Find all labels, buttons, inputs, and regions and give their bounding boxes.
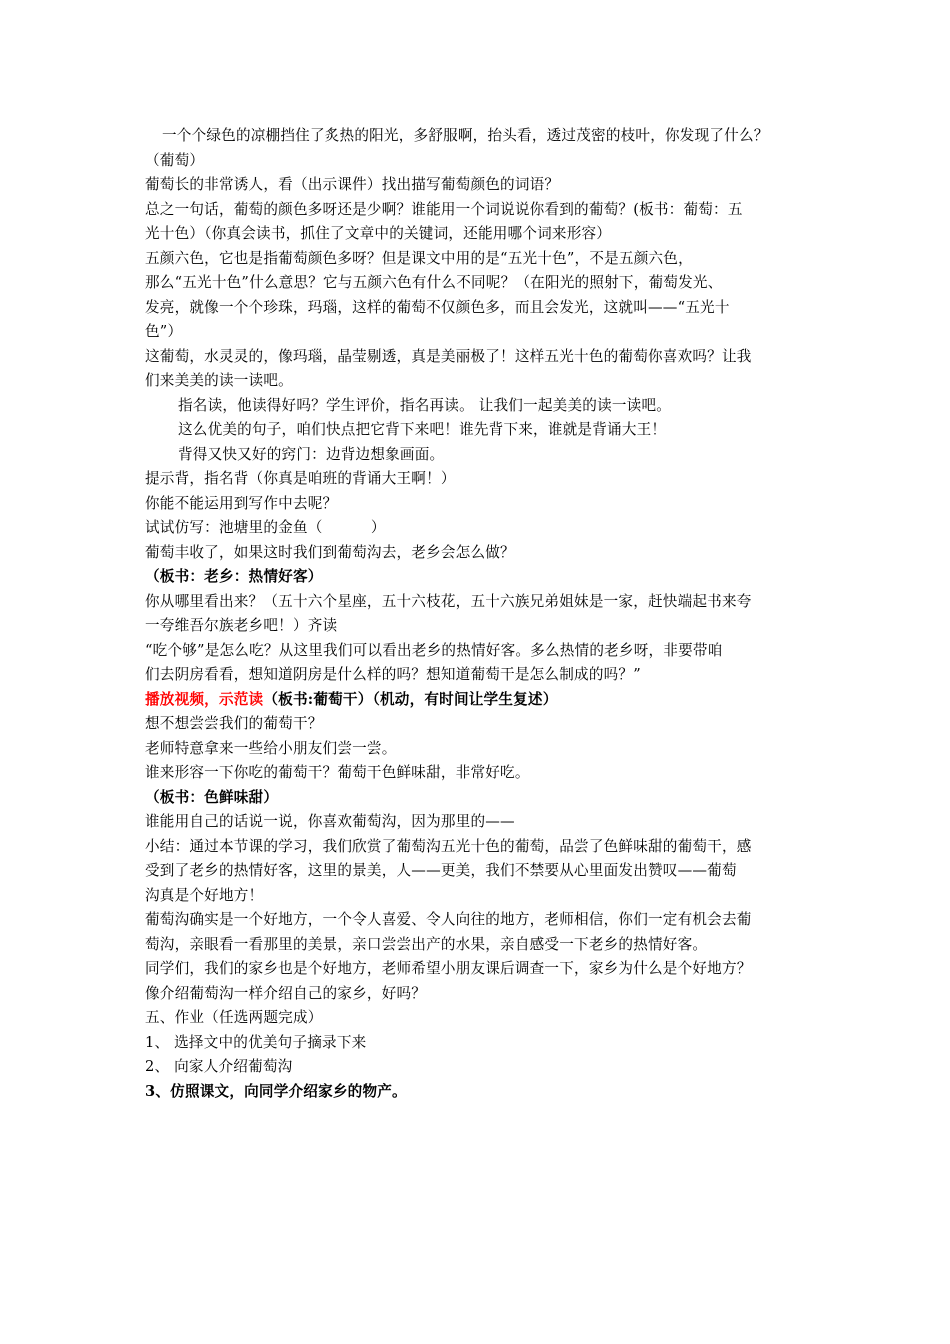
paragraph-line: 老师特意拿来一些给小朋友们尝一尝。: [145, 739, 397, 757]
paragraph-line: 背得又快又好的窍门：边背边想象画面。: [178, 445, 445, 463]
paragraph-line: 这么优美的句子，咱们快点把它背下来吧！谁先背下来，谁就是背诵大王！: [178, 421, 667, 438]
paragraph-line: 们来美美的读一读吧。: [145, 372, 293, 389]
paragraph-line: 光十色）（你真会读书，抓住了文章中的关键词，还能用哪个词来形容）: [145, 225, 612, 242]
video-instruction-line: [145, 688, 835, 713]
paragraph-line: 一夸维吾尔族老乡吧！）齐读: [145, 617, 338, 634]
paragraph-line: 一个个绿色的凉棚挡住了炙热的阳光，多舒服啊，抬头看，透过茂密的枝叶，你发现了什么？: [162, 127, 769, 144]
paragraph-line: 谁来形容一下你吃的葡萄干？葡萄干色鲜味甜，非常好吃。: [145, 764, 530, 781]
paragraph-line: 们去阴房看看，想知道阴房是什么样的吗？想知道葡萄干是怎么制成的吗？”: [145, 666, 641, 683]
board-note: （板书：色鲜味甜）: [145, 788, 279, 806]
paragraph-line: 发亮，就像一个个珍珠，玛瑙，这样的葡萄不仅颜色多，而且会发光，这就叫——“五光十: [145, 298, 730, 316]
paragraph-line: 总之一句话，葡萄的颜色多呀还是少啊？谁能用一个词说说你看到的葡萄？(板书：葡萄：五: [145, 200, 743, 218]
homework-item: 1、 选择文中的优美句子摘录下来: [145, 1033, 367, 1051]
paragraph-line: 色”）: [145, 323, 183, 340]
paragraph-line: 试试仿写：池塘里的金鱼（ ）: [145, 519, 386, 536]
board-note: （板书:葡萄干）（机动，有时间让学生复述）: [263, 690, 558, 708]
paragraph-line: 萄沟，亲眼看一看那里的美景，亲口尝尝出产的水果，亲自感受一下老乡的热情好客。: [145, 935, 708, 953]
paragraph-line: （葡萄）: [145, 151, 205, 169]
document-body: [145, 124, 835, 1104]
paragraph-line: 葡萄沟确实是一个好地方，一个令人喜爱、令人向往的地方，老师相信，你们一定有机会去葡: [145, 911, 752, 928]
paragraph-line: 你从哪里看出来？（五十六个星座，五十六枝花，五十六族兄弟姐妹是一家，赶快端起书来夸: [145, 592, 752, 610]
paragraph-line: 谁能用自己的话说一说，你喜欢葡萄沟，因为那里的——: [145, 813, 515, 830]
paragraph-line: 小结：通过本节课的学习，我们欣赏了葡萄沟五光十色的葡萄，品尝了色鲜味甜的葡萄干，感: [145, 837, 752, 855]
paragraph-line: 葡萄丰收了，如果这时我们到葡萄沟去，老乡会怎么做？: [145, 543, 515, 561]
homework-item: 2、 向家人介绍葡萄沟: [145, 1058, 293, 1075]
paragraph-line: 提示背，指名背（你真是咱班的背诵大王啊！）: [145, 470, 456, 487]
paragraph-line: 那么“五光十色”什么意思？它与五颜六色有什么不同呢？（在阳光的照射下，葡萄发光、: [145, 274, 723, 291]
paragraph-line: 沟真是个好地方！: [145, 886, 264, 904]
paragraph-line: 同学们，我们的家乡也是个好地方，老师希望小朋友课后调查一下，家乡为什么是个好地方？: [145, 960, 752, 977]
board-note: （板书：老乡：热情好客）: [145, 568, 323, 585]
paragraph-line: 指名读，他读得好吗？学生评价，指名再读。 让我们一起美美的读一读吧。: [178, 396, 672, 414]
paragraph-line: 这葡萄，水灵灵的，像玛瑙，晶莹剔透，真是美丽极了！这样五光十色的葡萄你喜欢吗？让我: [145, 347, 752, 365]
paragraph-line: 你能不能运用到写作中去呢？: [145, 494, 338, 512]
homework-heading: 五、作业（任选两题完成）: [145, 1009, 323, 1026]
video-instruction-highlight: 播放视频，示范读: [145, 690, 264, 708]
homework-item: 3、仿照课文，向同学介绍家乡的物产。: [145, 1082, 407, 1100]
paragraph-line: “吃个够”是怎么吃？从这里我们可以看出老乡的热情好客。多么热情的老乡呀，非要带咱: [145, 641, 723, 659]
paragraph-line: 像介绍葡萄沟一样介绍自己的家乡，好吗？: [145, 984, 427, 1002]
paragraph-line: 想不想尝尝我们的葡萄干？: [145, 715, 323, 732]
paragraph-line: 五颜六色，它也是指葡萄颜色多呀？但是课文中用的是“五光十色”，不是五颜六色，: [145, 249, 693, 267]
paragraph-line: 葡萄长的非常诱人，看（出示课件）找出描写葡萄颜色的词语？: [145, 176, 560, 193]
paragraph-line: 受到了老乡的热情好客，这里的景美，人——更美，我们不禁要从心里面发出赞叹——葡萄: [145, 862, 737, 879]
